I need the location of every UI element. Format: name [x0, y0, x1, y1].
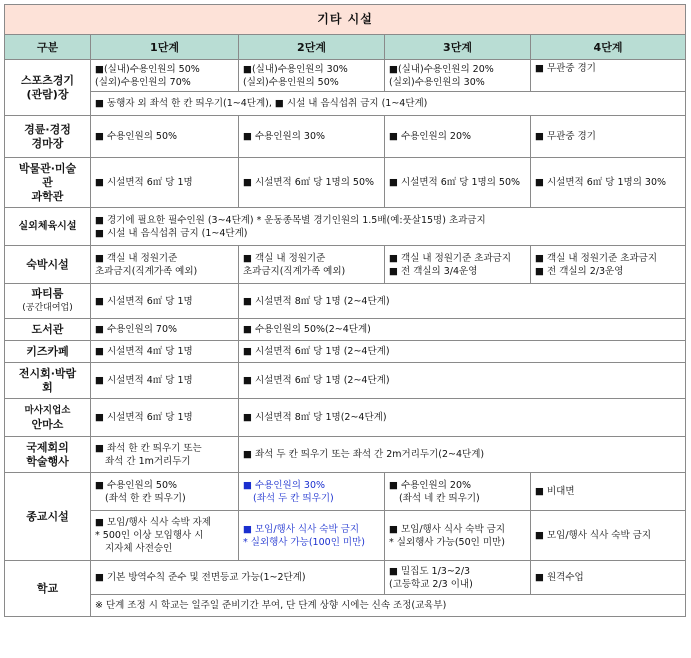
cell-s4 — [531, 246, 686, 284]
cell-line: ■ 시설 내 음식섭취 금지 (1~4단계) — [95, 227, 248, 239]
cell-s1: ■ 시설면적 4㎡ 당 1명 — [91, 363, 239, 399]
row-religion-name: 종교시설 — [5, 473, 91, 561]
cell-line: 지자체 사전승인 — [105, 543, 173, 554]
row-sports-common — [5, 92, 686, 116]
name-line: 관 — [42, 175, 53, 189]
name-line: 회 — [42, 380, 53, 394]
cell-line: ■ 좌석 한 칸 띄우기 또는 — [95, 442, 202, 454]
cell-s1: ■ 시설면적 4㎡ 당 1명 — [91, 341, 239, 363]
row-religion-capacity — [5, 473, 686, 511]
cell-s1 — [91, 511, 239, 561]
cell-s2-4: ■ 시설면적 8㎡ 당 1명 (2~4단계) — [239, 284, 686, 319]
cell-line: 초과금지(직계가족 예외) — [95, 265, 198, 277]
cell-s2 — [239, 511, 385, 561]
cell-line: ■ 수용인원의 50% — [95, 479, 178, 491]
row-library — [5, 319, 686, 341]
cell-line: ■ 수용인원의 20% — [389, 479, 472, 491]
cell-line: ■ 객실 내 정원기준 — [243, 252, 326, 264]
cell-s4: ■ 무관중 경기 — [531, 60, 686, 92]
cell-common: ■ 동행자 외 좌석 한 칸 띄우기(1~4단계), ■ 시설 내 음식섭취 금지 (1~4단계) — [91, 92, 686, 116]
cell-common — [91, 208, 686, 246]
cell-s2 — [239, 60, 385, 92]
facility-rules-table-frame — [4, 4, 685, 654]
cell-s2 — [239, 246, 385, 284]
row-religion-events — [5, 511, 686, 561]
header-stage1: 1단계 — [91, 35, 239, 60]
cell-s3 — [385, 511, 531, 561]
cell-line: 좌석 간 1m거리두기 — [105, 455, 191, 467]
cell-s3 — [385, 60, 531, 92]
cell-s2-4: ■ 좌석 두 칸 띄우기 또는 좌석 간 2m거리두기(2~4단계) — [239, 437, 686, 473]
title-row — [5, 5, 686, 35]
cell-s4: ■ 시설면적 6㎡ 당 1명의 30% — [531, 158, 686, 208]
row-exhibition-name — [5, 363, 91, 399]
cell-line: ■(실내)수용인원의 50% — [95, 63, 200, 75]
cell-s3: ■ 시설면적 6㎡ 당 1명의 50% — [385, 158, 531, 208]
cell-s4: ■ 무관중 경기 — [531, 116, 686, 158]
row-exhibition — [5, 363, 686, 399]
row-conference — [5, 437, 686, 473]
cell-line: ■ 밀집도 1/3~2/3 — [389, 565, 471, 577]
row-massage-name — [5, 399, 91, 437]
header-category: 구분 — [5, 35, 91, 60]
cell-line: * 500인 이상 모임행사 시 — [95, 530, 204, 541]
name-line: 경마장 — [31, 136, 64, 150]
cell-s4: ■ 원격수업 — [531, 561, 686, 595]
row-party-room — [5, 284, 686, 319]
row-lodging — [5, 246, 686, 284]
row-kids-cafe — [5, 341, 686, 363]
name-line: (관람)장 — [26, 87, 69, 101]
row-school — [5, 561, 686, 595]
row-party-room-name — [5, 284, 91, 319]
school-note: ※ 단계 조정 시 학교는 일주일 준비기간 부여, 단 단계 상향 시에는 신속 조정(교육부) — [91, 595, 686, 617]
row-school-note — [5, 595, 686, 617]
name-line: 스포츠경기 — [20, 73, 75, 87]
cell-s2-4: ■ 시설면적 6㎡ 당 1명 (2~4단계) — [239, 363, 686, 399]
row-school-name: 학교 — [5, 561, 91, 617]
cell-line: ■ 모임/행사 식사 숙박 금지 — [389, 523, 506, 535]
cell-s1: ■ 시설면적 6㎡ 당 1명 — [91, 158, 239, 208]
cell-line: ■ 경기에 필요한 필수인원 (3~4단계) * 운동종목별 경기인원의 1.5배(예:풋살15명) 초과금지 — [95, 214, 486, 226]
row-racing — [5, 116, 686, 158]
cell-line: ■ 모임/행사 식사 숙박 금지 — [243, 523, 360, 535]
row-sports — [5, 60, 686, 92]
cell-line: (실외)수용인원의 50% — [243, 76, 339, 88]
cell-s1 — [91, 60, 239, 92]
cell-s3 — [385, 473, 531, 511]
row-library-name: 도서관 — [5, 319, 91, 341]
name-line: 전시회·박람 — [18, 366, 77, 380]
cell-s2 — [239, 473, 385, 511]
name-line: 과학관 — [31, 189, 64, 203]
name-line: 경륜·경정 — [24, 122, 71, 136]
name-line: 학술행사 — [26, 454, 69, 468]
cell-s2-4: ■ 수용인원의 50%(2~4단계) — [239, 319, 686, 341]
row-sports-name — [5, 60, 91, 116]
cell-line: ■ 수용인원의 30% — [243, 479, 326, 491]
cell-line: * 실외행사 가능(50인 미만) — [389, 536, 505, 548]
name-line: 파티룸 — [31, 287, 64, 300]
cell-line: ■(실내)수용인원의 20% — [389, 63, 494, 75]
cell-line: * 실외행사 가능(100인 미만) — [243, 536, 365, 548]
cell-line: ■ 전 객실의 3/4운영 — [389, 265, 478, 277]
cell-s1 — [91, 437, 239, 473]
facility-rules-table — [4, 4, 686, 617]
cell-s1-2: ■ 기본 방역수칙 준수 및 전면등교 가능(1~2단계) — [91, 561, 385, 595]
cell-line: (좌석 한 칸 띄우기) — [105, 492, 186, 504]
cell-line: (고등학교 2/3 이내) — [389, 578, 473, 590]
cell-s2: ■ 시설면적 6㎡ 당 1명의 50% — [239, 158, 385, 208]
name-line: 국제회의 — [26, 440, 69, 454]
cell-line: ■ 객실 내 정원기준 초과금지 — [535, 252, 658, 264]
cell-s1: ■ 수용인원의 50% — [91, 116, 239, 158]
cell-line: ■ 객실 내 정원기준 초과금지 — [389, 252, 512, 264]
cell-line: ■(실내)수용인원의 30% — [243, 63, 348, 75]
cell-s3 — [385, 246, 531, 284]
cell-line: (실외)수용인원의 70% — [95, 76, 191, 88]
header-row — [5, 35, 686, 60]
cell-line: ■ 모임/행사 식사 숙박 자제 — [95, 517, 212, 528]
header-stage3: 3단계 — [385, 35, 531, 60]
name-line: (공간대여업) — [22, 303, 73, 313]
cell-line: ■ 전 객실의 2/3운영 — [535, 265, 624, 277]
cell-s2: ■ 수용인원의 30% — [239, 116, 385, 158]
cell-s1: ■ 시설면적 6㎡ 당 1명 — [91, 399, 239, 437]
name-line: 마사지업소 — [24, 404, 71, 416]
cell-s2-4: ■ 시설면적 6㎡ 당 1명 (2~4단계) — [239, 341, 686, 363]
row-kids-cafe-name: 키즈카페 — [5, 341, 91, 363]
cell-s3: ■ 수용인원의 20% — [385, 116, 531, 158]
cell-s1 — [91, 473, 239, 511]
cell-line: (좌석 두 칸 띄우기) — [253, 492, 334, 504]
row-outdoor-sports — [5, 208, 686, 246]
cell-line: 초과금지(직계가족 예외) — [243, 265, 346, 277]
cell-s4: ■ 비대면 — [531, 473, 686, 511]
name-line: 박물관·미술 — [18, 161, 77, 175]
row-museum — [5, 158, 686, 208]
cell-s1: ■ 시설면적 6㎡ 당 1명 — [91, 284, 239, 319]
row-outdoor-sports-name: 실외체육시설 — [5, 208, 91, 246]
row-racing-name — [5, 116, 91, 158]
cell-s4: ■ 모임/행사 식사 숙박 금지 — [531, 511, 686, 561]
row-museum-name — [5, 158, 91, 208]
cell-line: ■ 객실 내 정원기준 — [95, 252, 178, 264]
table-title: 기타 시설 — [5, 5, 686, 35]
name-line: 안마소 — [31, 417, 64, 431]
header-stage2: 2단계 — [239, 35, 385, 60]
row-lodging-name: 숙박시설 — [5, 246, 91, 284]
row-conference-name — [5, 437, 91, 473]
cell-s3 — [385, 561, 531, 595]
cell-s2-4: ■ 시설면적 8㎡ 당 1명(2~4단계) — [239, 399, 686, 437]
row-massage — [5, 399, 686, 437]
cell-line: (실외)수용인원의 30% — [389, 76, 485, 88]
cell-line: (좌석 네 칸 띄우기) — [399, 492, 480, 504]
cell-s1 — [91, 246, 239, 284]
cell-s1: ■ 수용인원의 70% — [91, 319, 239, 341]
header-stage4: 4단계 — [531, 35, 686, 60]
